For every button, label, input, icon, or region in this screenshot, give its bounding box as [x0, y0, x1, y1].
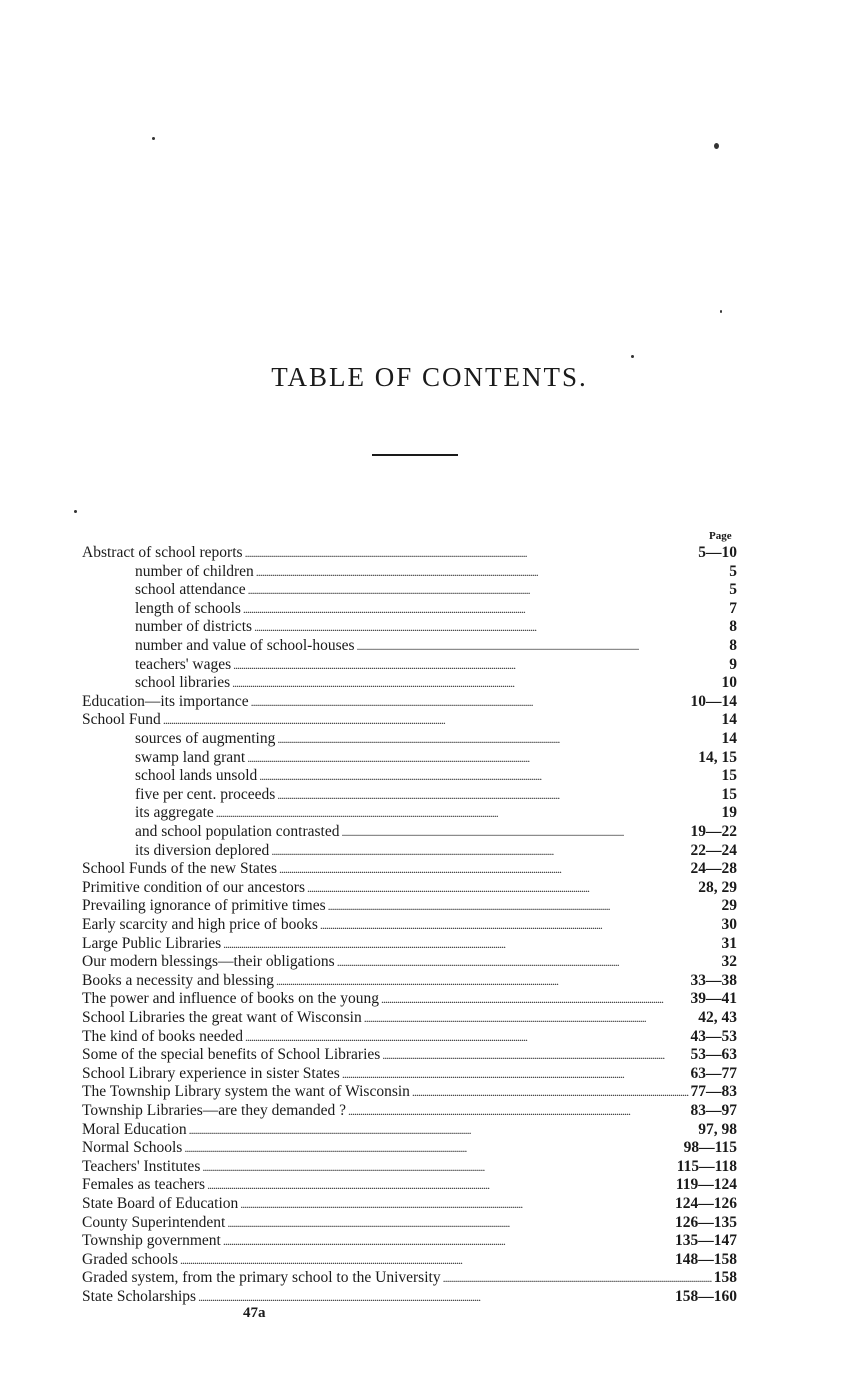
- toc-entry-page: 9: [729, 655, 737, 673]
- toc-entry: [82, 990, 737, 1008]
- toc-entry-title: State Board of Education: [82, 1195, 239, 1212]
- toc-entry-page: 5—10: [698, 544, 737, 561]
- toc-entry: [135, 618, 737, 636]
- toc-entry: [135, 730, 737, 748]
- leader-dots: [276, 972, 688, 990]
- toc-entry-title: number of districts: [135, 618, 253, 636]
- toc-entry-title: school lands unsold: [135, 767, 258, 785]
- leader-dots: [247, 749, 696, 767]
- leader-dots: [320, 916, 720, 934]
- leader-dots: [251, 693, 689, 711]
- leader-dots: [189, 1121, 697, 1139]
- toc-entry-page: 119—124: [675, 1176, 737, 1194]
- leader-dots: [412, 1083, 689, 1101]
- leader-dots: [248, 581, 721, 599]
- toc-entry-page: 29: [721, 897, 737, 915]
- toc-entry: [82, 1288, 737, 1306]
- toc-entry-title: The power and influence of books on the young: [82, 990, 380, 1008]
- toc-entry-page: 148—158: [675, 1250, 737, 1268]
- toc-entry-title: and school population contrasted: [135, 823, 340, 840]
- leader-dots: [357, 637, 721, 655]
- toc-entry-page: 53—63: [690, 1046, 737, 1064]
- leader-dots: [443, 1269, 712, 1287]
- toc-entry-page: 32: [721, 953, 737, 971]
- toc-entry-page: 19—22: [690, 823, 737, 840]
- toc-entry-title: Some of the special benefits of School Libraries: [82, 1046, 381, 1064]
- leader-dots: [245, 544, 697, 562]
- toc-entry-page: 15: [721, 785, 737, 803]
- toc-entry: [82, 1046, 737, 1064]
- scan-speck: [631, 355, 634, 358]
- leader-dots: [207, 1176, 674, 1194]
- toc-entry-page: 43—53: [690, 1027, 737, 1045]
- toc-entry: [135, 563, 737, 581]
- toc-entry: [82, 897, 737, 915]
- page-title: TABLE OF CONTENTS.: [271, 362, 588, 392]
- toc-entry-title: Primitive condition of our ancestors: [82, 878, 305, 896]
- leader-dots: [254, 618, 721, 636]
- toc-entry: [82, 711, 737, 729]
- toc-entry-page: 15: [721, 767, 737, 785]
- leader-dots: [328, 897, 720, 915]
- leader-dots: [279, 860, 688, 878]
- leader-dots: [259, 767, 719, 785]
- toc-entry-page: 83—97: [690, 1102, 737, 1119]
- toc-entry-title: Township government: [82, 1232, 221, 1250]
- toc-entry: [82, 1195, 737, 1213]
- toc-entry: [135, 581, 737, 599]
- leader-dots: [337, 953, 720, 971]
- leader-dots: [184, 1139, 681, 1157]
- toc-entry: [82, 1251, 737, 1269]
- leader-dots: [216, 804, 720, 822]
- toc-entry: [135, 600, 737, 618]
- toc-entry-page: 115—118: [676, 1157, 737, 1175]
- toc-entry: [82, 693, 737, 711]
- leader-dots: [342, 1065, 689, 1083]
- toc-entry-page: 98—115: [683, 1139, 737, 1157]
- toc-entry-page: 126—135: [675, 1213, 737, 1231]
- toc-entry-title: school libraries: [135, 674, 231, 692]
- toc-entry: [82, 916, 737, 934]
- toc-entry: [82, 953, 737, 971]
- toc-entry: [82, 1232, 737, 1250]
- leader-dots: [198, 1288, 673, 1306]
- toc-entry-page: 14: [721, 730, 737, 747]
- toc-entry-title: School Libraries the great want of Wisconsin: [82, 1009, 362, 1026]
- leader-dots: [232, 674, 719, 692]
- toc-entry-title: Normal Schools: [82, 1139, 183, 1157]
- toc-entry: [135, 749, 737, 767]
- toc-entry-title: five per cent. proceeds: [135, 785, 276, 803]
- toc-entry-page: 63—77: [690, 1064, 737, 1082]
- toc-entry: [135, 656, 737, 674]
- toc-entry-page: 31: [721, 934, 737, 952]
- toc-entry-title: Early scarcity and high price of books: [82, 916, 318, 933]
- toc-entry: [82, 1214, 737, 1232]
- toc-entry-page: 124—126: [675, 1195, 737, 1212]
- toc-entry-title: school attendance: [135, 581, 246, 599]
- toc-entry: [135, 842, 737, 860]
- toc-entry-page: 10—14: [690, 692, 737, 710]
- toc-entry: [82, 1139, 737, 1157]
- toc-entry-title: Females as teachers: [82, 1176, 206, 1194]
- leader-dots: [277, 730, 719, 748]
- leader-dots: [307, 879, 696, 897]
- toc-entry-page: 10: [721, 674, 737, 692]
- toc-entry-title: Large Public Libraries: [82, 934, 222, 952]
- toc-entry-page: 7: [729, 599, 737, 617]
- toc-entry-title: Township Libraries—are they demanded ?: [82, 1102, 347, 1119]
- toc-entry-page: 5: [729, 562, 737, 580]
- leader-dots: [223, 935, 719, 953]
- toc-entry: [82, 1269, 737, 1287]
- toc-entry: [82, 860, 737, 878]
- leader-dots: [202, 1158, 674, 1176]
- toc-entry-page: 39—41: [690, 990, 737, 1008]
- toc-entry-title: School Library experience in sister States: [82, 1064, 340, 1082]
- toc-entry-page: 97, 98: [698, 1120, 737, 1138]
- toc-entry: [135, 637, 737, 655]
- leader-dots: [180, 1251, 673, 1269]
- toc-entry-title: The Township Library system the want of Wisconsin: [82, 1083, 410, 1101]
- toc-entry: [82, 1083, 737, 1101]
- toc-entry-title: Graded system, from the primary school to the University: [82, 1269, 441, 1287]
- toc-entry-title: School Fund: [82, 711, 161, 729]
- toc-entry-page: 22—24: [690, 841, 737, 859]
- page-column-heading: Page: [709, 530, 732, 542]
- toc-entry-title: Graded schools: [82, 1250, 178, 1268]
- toc-entry-title: teachers' wages: [135, 655, 232, 673]
- toc-entry-title: Abstract of school reports: [82, 544, 243, 561]
- toc-entry-page: 28, 29: [698, 878, 737, 896]
- scan-speck: [152, 137, 155, 140]
- title-rule: [372, 454, 458, 456]
- toc-entry-title: its aggregate: [135, 804, 214, 822]
- toc-entry-page: 8: [729, 637, 737, 654]
- leader-dots: [223, 1232, 673, 1250]
- toc-entry-page: 42, 43: [698, 1009, 737, 1026]
- leader-dots: [256, 563, 721, 581]
- leader-dots: [240, 1195, 673, 1213]
- leader-dots: [348, 1102, 688, 1120]
- toc-entry-page: 33—38: [690, 971, 737, 989]
- toc-entry-title: swamp land grant: [135, 748, 246, 766]
- leader-dots: [381, 990, 688, 1008]
- toc-entry-title: The kind of books needed: [82, 1027, 243, 1045]
- toc-entry-page: 5: [729, 581, 737, 599]
- toc-entry: [82, 972, 737, 990]
- toc-entry-page: 30: [721, 916, 737, 933]
- toc-entry: [82, 935, 737, 953]
- toc-entry: [82, 1065, 737, 1083]
- toc-entry-title: Our modern blessings—their obligations: [82, 953, 335, 971]
- toc-entry: [82, 879, 737, 897]
- leader-dots: [271, 842, 688, 860]
- toc-entry-page: 19: [721, 804, 737, 822]
- toc-entry: [82, 1028, 737, 1046]
- toc-entry-page: 77—83: [690, 1083, 737, 1101]
- toc-entry: [135, 767, 737, 785]
- leader-dots: [233, 656, 721, 674]
- leader-dots: [245, 1028, 689, 1046]
- toc-entry-page: 158: [713, 1269, 737, 1287]
- leader-dots: [227, 1214, 673, 1232]
- leader-dots: [364, 1009, 697, 1027]
- toc-entry: [82, 1009, 737, 1027]
- toc-entry-title: Books a necessity and blessing: [82, 971, 275, 989]
- toc-entry-page: 8: [729, 618, 737, 636]
- toc-entry: [82, 1158, 737, 1176]
- toc-entry-title: Prevailing ignorance of primitive times: [82, 897, 326, 915]
- toc-entry-page: 14, 15: [698, 748, 737, 766]
- toc-entry-title: County Superintendent: [82, 1213, 226, 1231]
- toc-entry-page: 14: [721, 711, 737, 729]
- toc-entry-page: 158—160: [675, 1288, 737, 1305]
- scan-speck: [74, 510, 77, 513]
- toc-entry: [135, 674, 737, 692]
- toc-entry-title: Teachers' Institutes: [82, 1157, 201, 1175]
- toc-entry-page: 24—28: [690, 860, 737, 878]
- leader-dots: [243, 600, 721, 618]
- toc-entry: [82, 1176, 737, 1194]
- leader-dots: [277, 786, 719, 804]
- signature-mark: 47a: [243, 1305, 266, 1321]
- toc-entry: [135, 823, 737, 841]
- toc-entry-title: length of schools: [135, 599, 241, 617]
- toc-entry-title: number and value of school-houses: [135, 637, 355, 654]
- toc-entry: [82, 544, 737, 562]
- leader-dots: [341, 823, 688, 841]
- toc-entry-title: number of children: [135, 562, 254, 580]
- toc-entry-title: its diversion deplored: [135, 841, 270, 859]
- toc-entry-title: State Scholarships: [82, 1288, 197, 1305]
- toc-entry: [135, 804, 737, 822]
- toc-entry-page: 135—147: [675, 1232, 737, 1250]
- leader-dots: [163, 711, 720, 729]
- toc-entry-title: sources of augmenting: [135, 730, 276, 747]
- leader-dots: [382, 1046, 688, 1064]
- toc-entry-title: Moral Education: [82, 1120, 187, 1138]
- scan-speck: [720, 310, 722, 313]
- toc-entry: [82, 1102, 737, 1120]
- toc-entry: [82, 1121, 737, 1139]
- toc-entry: [135, 786, 737, 804]
- scan-speck: [714, 143, 719, 149]
- toc-entry-title: School Funds of the new States: [82, 860, 278, 878]
- toc-entry-title: Education—its importance: [82, 692, 249, 710]
